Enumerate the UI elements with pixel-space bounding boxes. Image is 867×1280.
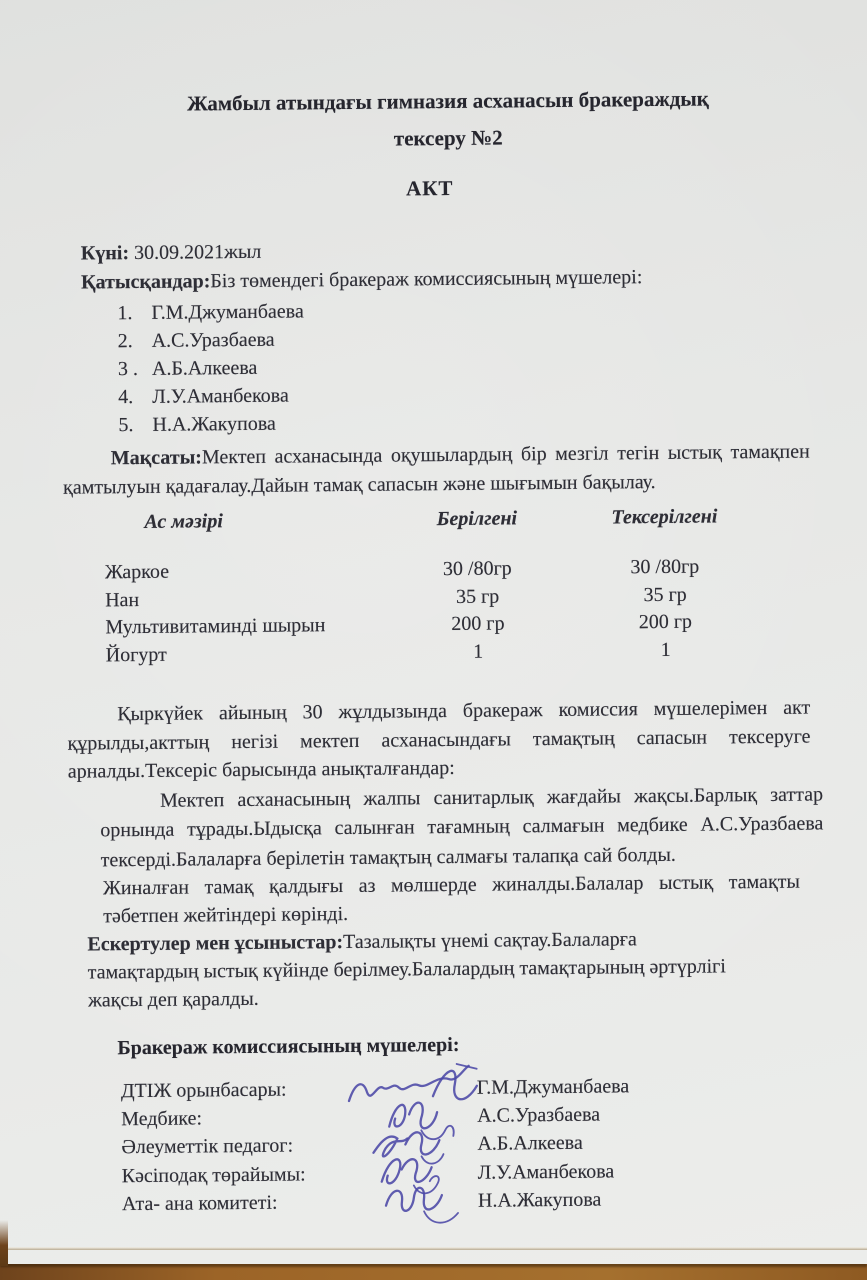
dish-name: Йогурт (105, 643, 167, 666)
dish-name: Нан (105, 588, 140, 611)
signer-role: Ата- ана комитеті: (121, 1191, 278, 1215)
member-item (82, 405, 805, 440)
table-surface-left-sliver (0, 1220, 8, 1266)
member-name: Л.У.Аманбекова (152, 384, 289, 408)
doc-type-heading: АКТ (405, 175, 454, 201)
signer-role: ДТІЖ орынбасары: (120, 1078, 287, 1103)
checked-value: 1 (660, 638, 671, 661)
given-value: 200 гр (451, 612, 505, 635)
given-value: 30 /80гр (442, 557, 512, 581)
signer-name: Н.А.Жакупова (477, 1188, 602, 1212)
purpose-paragraph (63, 438, 811, 502)
checked-value: 35 гр (643, 583, 687, 606)
signer-name: Г.М.Джуманбаева (476, 1075, 630, 1099)
member-name: Н.А.Жакупова (152, 412, 276, 436)
given-value: 1 (473, 640, 484, 663)
body-paragraph-1: Қыркүйек айының 30 жұлдызында бракераж комиссия мүшелерімен акт құрылды,акттың негізі мектеп асханасындағы тамақтың сапасын тексеруге арналды.Тексеріс барысында анықталғандар: (67, 696, 811, 783)
doc-title-line1: Жамбыл атындағы гимназия асханасын бракераждық (186, 86, 709, 116)
member-name: Г.М.Джуманбаева (151, 300, 304, 324)
participants-text: Біз төмендегі бракераж комиссиясының мүшелері: (210, 266, 643, 293)
signer-role: Кәсіподақ төрайымы: (121, 1163, 306, 1187)
signer-name: А.Б.Алкеева (477, 1132, 583, 1156)
menu-table-header (104, 503, 806, 536)
signature-row (122, 1183, 867, 1218)
participants-line (81, 262, 804, 298)
signature-ink-icon (346, 1170, 497, 1231)
menu-table (104, 503, 808, 670)
signatures-block (121, 1070, 867, 1218)
purpose-label: Мақсаты: (110, 446, 203, 470)
menu-table-body (105, 553, 808, 670)
dish-name: Мультивитаминді шырын (105, 614, 326, 639)
member-number: 3 . (117, 357, 139, 381)
member-number: 4. (118, 386, 134, 409)
col-dish-header: Ас мәзірі (144, 510, 223, 533)
given-value: 35 гр (455, 585, 500, 608)
member-name: А.С.Уразбаева (151, 328, 275, 352)
col-given-header: Берілгені (436, 507, 518, 531)
doc-title (69, 79, 827, 160)
signatures-heading: Бракераж комиссиясының мүшелері: (117, 1033, 460, 1060)
signer-name: Л.У.Аманбекова (477, 1160, 615, 1184)
signer-role: Әлеуметтік педагог: (121, 1134, 294, 1159)
members-list (81, 293, 805, 440)
member-number: 2. (117, 330, 133, 353)
signer-name: А.С.Уразбаева (477, 1103, 601, 1127)
doc-title-line2: тексеру №2 (393, 125, 503, 151)
notes-label: Ескертулер мен ұсыныстар: (87, 931, 344, 956)
member-name: А.Б.Алкеева (151, 356, 258, 380)
notes-text: Тазалықты үнемі сақтау.Балаларға тамақтардың ыстық күйінде берілмеу.Балалардың тамақтарының әртүрлігі жақсы деп қаралды. (87, 928, 727, 1012)
date-label: Күні: (80, 242, 130, 265)
paper-edge-highlight (0, 1247, 867, 1250)
member-number: 5. (118, 414, 134, 437)
meta-block (81, 233, 806, 440)
signer-role: Медбике: (121, 1107, 203, 1131)
table-row (106, 635, 808, 669)
participants-label: Қатысқандар: (81, 270, 211, 294)
date-value: 30.09.2021жыл (128, 240, 262, 265)
col-checked-header: Тексерілгені (611, 505, 718, 529)
checked-value: 30 /80гр (630, 555, 700, 579)
body-paragraph-2: Мектеп асханасының жалпы санитарлық жағдайы жақсы.Барлық заттар орнында тұрады.Ыдысқа салынған тағамның салмағын медбике А.С.Уразбаева тексерді.Балаларға берілетін тамақтың салмағы талапқа сай болды. (100, 782, 824, 871)
signature-mark (350, 1187, 478, 1216)
notes-paragraph (87, 924, 741, 1014)
checked-value: 200 гр (638, 610, 693, 634)
body-paragraph-3: Жиналған тамақ қалдығы аз мөлшерде жиналды.Балалар ыстық тамақты тәбетпен жейтіндері көрінді. (102, 870, 801, 927)
member-number: 1. (117, 302, 133, 325)
dish-name: Жаркое (104, 560, 170, 584)
purpose-text: Мектеп асханасында оқушылардың бір мезгіл тегін ыстық тамақпен қамтылуын қадағалау.Дайын тамақ сапасын және шығымын бақылау. (62, 440, 810, 499)
